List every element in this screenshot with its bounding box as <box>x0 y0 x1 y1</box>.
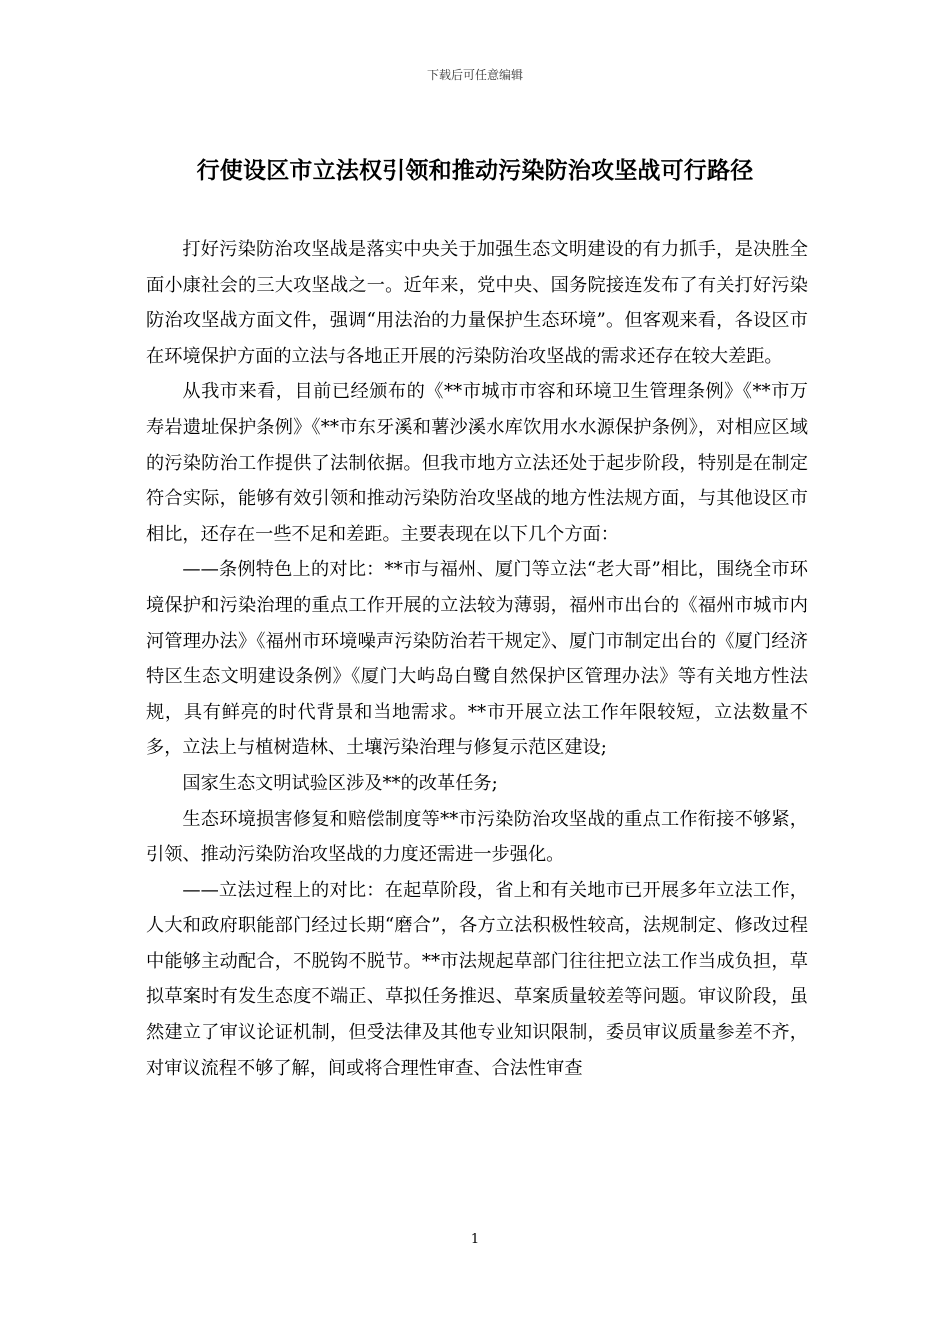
page-number: 1 <box>470 1232 480 1247</box>
document-body <box>146 232 808 1086</box>
paragraph: 打好污染防治攻坚战是落实中央关于加强生态文明建设的有力抓手，是决胜全面小康社会的三大攻坚战之一。近年来，党中央、国务院接连发布了有关打好污染防治攻坚战方面文件，强调“用法治的力量保护生态环境”。但客观来看，各设区市在环境保护方面的立法与各地正开展的污染防治攻坚战的需求还存在较大差距。 <box>146 239 808 367</box>
paragraph: 从我市来看，目前已经颁布的《**市城市市容和环境卫生管理条例》《**市万寿岩遗址保护条例》《**市东牙溪和薯沙溪水库饮用水水源保护条例》，对相应区域的污染防治工作提供了法制依据。但我市地方立法还处于起步阶段，特别是在制定符合实际，能够有效引领和推动污染防治攻坚战的地方性法规方面，与其他设区市相比，还存在一些不足和差距。主要表现在以下几个方面： <box>146 381 808 545</box>
paragraph: ——立法过程上的对比：在起草阶段，省上和有关地市已开展多年立法工作，人大和政府职能部门经过长期“磨合”，各方立法积极性较高，法规制定、修改过程中能够主动配合，不脱钩不脱节。**市法规起草部门往往把立法工作当成负担，草拟草案时有发生态度不端正、草拟任务推迟、草案质量较差等问题。审议阶段，虽然建立了审议论证机制，但受法律及其他专业知识限制，委员审议质量参差不齐，对审议流程不够了解，间或将合理性审查、合法性审查 <box>146 879 808 1079</box>
paragraph: 生态环境损害修复和赔偿制度等**市污染防治攻坚战的重点工作衔接不够紧，引领、推动污染防治攻坚战的力度还需进一步强化。 <box>146 808 808 866</box>
document-title: 行使设区市立法权引领和推动污染防治攻坚战可行路径 <box>196 157 754 184</box>
paragraph: 国家生态文明试验区涉及**的改革任务; <box>182 772 498 794</box>
header-note: 下载后可任意编辑 <box>426 68 523 82</box>
paragraph: ——条例特色上的对比：**市与福州、厦门等立法“老大哥”相比，围绕全市环境保护和污染治理的重点工作开展的立法较为薄弱，福州市出台的《福州市城市内河管理办法》《福州市环境噪声污染防治若干规定》、厦门市制定出台的《厦门经济特区生态文明建设条例》《厦门大屿岛白鹭自然保护区管理办法》等有关地方性法规，具有鲜亮的时代背景和当地需求。**市开展立法工作年限较短，立法数量不多，立法上与植树造林、土壤污染治理与修复示范区建设; <box>146 559 808 759</box>
